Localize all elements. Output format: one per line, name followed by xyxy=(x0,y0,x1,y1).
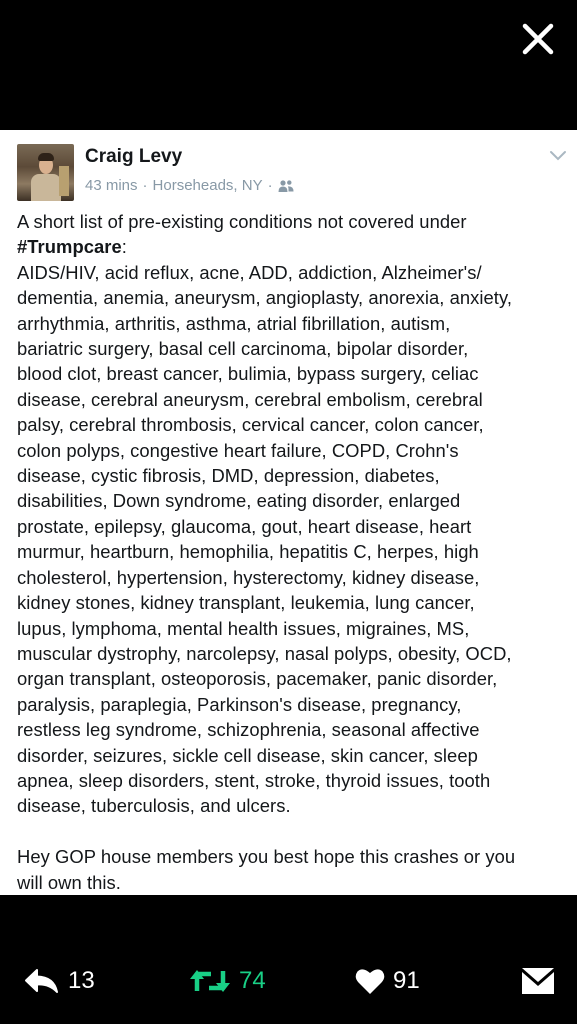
reply-button[interactable] xyxy=(24,967,95,995)
tweet-time: 43 mins xyxy=(85,177,138,194)
chevron-down-icon[interactable] xyxy=(549,150,567,162)
retweet-button[interactable] xyxy=(189,967,266,995)
tweet-meta xyxy=(85,177,294,194)
meta-separator-2: · xyxy=(267,177,273,194)
envelope-icon xyxy=(521,967,555,995)
action-bar xyxy=(0,895,577,1024)
like-count: 91 xyxy=(393,967,420,994)
retweet-count: 74 xyxy=(239,967,266,994)
people-icon xyxy=(278,179,294,193)
avatar-trophy xyxy=(59,166,69,196)
hashtag-link[interactable]: #Trumpcare xyxy=(17,236,122,258)
reply-count: 13 xyxy=(68,967,95,994)
like-button[interactable] xyxy=(355,967,420,995)
author-name[interactable]: Craig Levy xyxy=(85,146,183,167)
avatar[interactable] xyxy=(17,144,74,201)
top-bar xyxy=(0,0,577,130)
close-icon[interactable] xyxy=(521,22,555,56)
tweet-card xyxy=(0,130,577,895)
meta-separator: · xyxy=(142,177,148,194)
tweet-text-intro: A short list of pre-existing conditions not covered under xyxy=(17,211,467,232)
reply-icon xyxy=(24,968,60,994)
tweet-location[interactable]: Horseheads, NY xyxy=(152,177,263,194)
heart-icon xyxy=(355,967,385,995)
tweet-text-body: : AIDS/HIV, acid reflux, acne, ADD, addiction, Alzheimer's/ dementia, anemia, aneurysm, angioplasty, anorexia, anxiety, arrhythmia, arthritis, asthma, atrial fibrillation, autism, bariatric surgery, basal cell carcinoma, bipolar disorder, blood clot, breast cancer, bulimia, bypass surgery, celiac disease, cerebral aneurysm, cerebral embolism, cerebral palsy, cerebral thrombosis, cervical cancer, colon cancer, colon polyps, congestive heart failure, COPD, Crohn's disease, cystic fibrosis, DMD, depression, diabetes, disabilities, Down syndrome, eating disorder, enlarged prostate, epilepsy, glaucoma, gout, heart disease, heart murmur, heartburn, hemophilia, hepatitis C, herpes, high cholesterol, hypertension, hysterectomy, kidney disease, kidney stones, kidney transplant, leukemia, lung cancer, lupus, lymphoma, mental health issues, migraines, MS, muscular dystrophy, narcolepsy, nasal polyps, obesity, OCD, organ transplant, osteoporosis, pacemaker, panic disorder, paralysis, paraplegia, Parkinson's disease, pregnancy, restless leg syndrome, schizophrenia, seasonal affective disorder, seizures, sickle cell disease, skin cancer, sleep apnea, sleep disorders, stent, stroke, thyroid issues, tooth disease, tuberculosis, and ulcers. Hey GOP house members you best hope this crashes or you will own this. xyxy=(17,236,516,893)
retweet-icon xyxy=(189,967,231,995)
avatar-shirt xyxy=(31,174,61,201)
tweet-text xyxy=(17,209,572,895)
direct-message-button[interactable] xyxy=(521,967,555,995)
avatar-hair xyxy=(38,153,54,161)
